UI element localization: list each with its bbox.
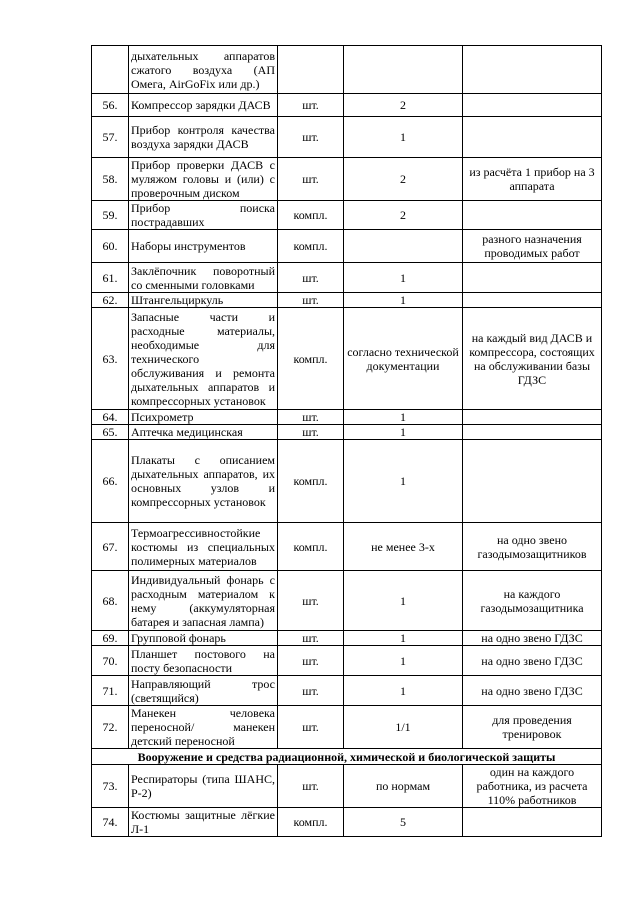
table-row: [92, 571, 602, 631]
table-row: [92, 440, 602, 523]
unit-of-measure: шт.: [278, 646, 344, 676]
unit-of-measure: шт.: [278, 765, 344, 808]
table-row: [92, 765, 602, 808]
table-row: [92, 706, 602, 749]
quantity: [344, 230, 463, 263]
quantity: 1: [344, 631, 463, 646]
note: на одно звено ГДЗС: [463, 631, 602, 646]
row-number: 72.: [92, 706, 129, 749]
item-name: Индивидуальный фонарь с расходным материалом к нему (аккумуляторная батарея и запасная лампа): [129, 571, 278, 631]
note: [463, 117, 602, 158]
quantity: 2: [344, 201, 463, 230]
row-number: 74.: [92, 808, 129, 837]
table-row: [92, 646, 602, 676]
unit-of-measure: шт.: [278, 571, 344, 631]
note: на каждый вид ДАСВ и компрессора, состоящих на обслуживании базы ГДЗС: [463, 308, 602, 410]
note: [463, 293, 602, 308]
note: [463, 263, 602, 293]
note: [463, 201, 602, 230]
equipment-table-body: [92, 46, 602, 837]
unit-of-measure: шт.: [278, 425, 344, 440]
unit-of-measure: компл.: [278, 201, 344, 230]
item-name: Компрессор зарядки ДАСВ: [129, 94, 278, 117]
note: один на каждого работника, из расчета 110% работников: [463, 765, 602, 808]
row-number: 67.: [92, 523, 129, 571]
table-row: [92, 676, 602, 706]
quantity: 1: [344, 117, 463, 158]
note: [463, 410, 602, 425]
unit-of-measure: шт.: [278, 410, 344, 425]
item-name: дыхательных аппаратов сжатого воздуха (АП Омега, AirGoFix или др.): [129, 46, 278, 94]
row-number: 71.: [92, 676, 129, 706]
row-number: 59.: [92, 201, 129, 230]
row-number: 60.: [92, 230, 129, 263]
unit-of-measure: шт.: [278, 117, 344, 158]
row-number: 68.: [92, 571, 129, 631]
item-name: Термоагрессивностойкие костюмы из специальных полимерных материалов: [129, 523, 278, 571]
table-row: [92, 263, 602, 293]
row-number: [92, 46, 129, 94]
item-name: Плакаты с описанием дыхательных аппаратов, их основных узлов и компрессорных установок: [129, 440, 278, 523]
item-name: Прибор проверки ДАСВ с муляжом головы и (или) с проверочным диском: [129, 158, 278, 201]
table-row: [92, 308, 602, 410]
unit-of-measure: шт.: [278, 158, 344, 201]
note: для проведения тренировок: [463, 706, 602, 749]
row-number: 65.: [92, 425, 129, 440]
unit-of-measure: шт.: [278, 676, 344, 706]
quantity: по нормам: [344, 765, 463, 808]
row-number: 66.: [92, 440, 129, 523]
section-title: Вооружение и средства радиационной, химической и биологической защиты: [92, 749, 602, 765]
section-header-row: [92, 749, 602, 765]
quantity: [344, 46, 463, 94]
note: [463, 425, 602, 440]
unit-of-measure: компл.: [278, 440, 344, 523]
item-name: Направляющий трос (светящийся): [129, 676, 278, 706]
note: на одно звено ГДЗС: [463, 646, 602, 676]
unit-of-measure: компл.: [278, 230, 344, 263]
quantity: 1: [344, 410, 463, 425]
quantity: 1: [344, 676, 463, 706]
equipment-table: [91, 45, 602, 837]
quantity: 1: [344, 425, 463, 440]
unit-of-measure: шт.: [278, 631, 344, 646]
note: на одно звено ГДЗС: [463, 676, 602, 706]
note: [463, 808, 602, 837]
table-row: [92, 410, 602, 425]
item-name: Манекен человека переносной/ манекен детский переносной: [129, 706, 278, 749]
unit-of-measure: компл.: [278, 808, 344, 837]
row-number: 69.: [92, 631, 129, 646]
quantity: 1/1: [344, 706, 463, 749]
table-row: [92, 631, 602, 646]
item-name: Респираторы (типа ШАНС, Р-2): [129, 765, 278, 808]
table-row: [92, 808, 602, 837]
table-row: [92, 293, 602, 308]
note: на одно звено газодымозащитников: [463, 523, 602, 571]
quantity: 1: [344, 293, 463, 308]
table-row: [92, 523, 602, 571]
unit-of-measure: компл.: [278, 308, 344, 410]
unit-of-measure: шт.: [278, 293, 344, 308]
item-name: Психрометр: [129, 410, 278, 425]
unit-of-measure: шт.: [278, 706, 344, 749]
note: на каждого газодымозащитника: [463, 571, 602, 631]
item-name: Костюмы защитные лёгкие Л-1: [129, 808, 278, 837]
item-name: Прибор контроля качества воздуха зарядки ДАСВ: [129, 117, 278, 158]
row-number: 56.: [92, 94, 129, 117]
table-row: [92, 201, 602, 230]
row-number: 57.: [92, 117, 129, 158]
note: разного назначения проводимых работ: [463, 230, 602, 263]
table-row: [92, 158, 602, 201]
quantity: 1: [344, 646, 463, 676]
row-number: 70.: [92, 646, 129, 676]
quantity: согласно технической документации: [344, 308, 463, 410]
item-name: Прибор поиска пострадавших: [129, 201, 278, 230]
table-row: [92, 230, 602, 263]
quantity: 1: [344, 263, 463, 293]
unit-of-measure: [278, 46, 344, 94]
item-name: Групповой фонарь: [129, 631, 278, 646]
unit-of-measure: шт.: [278, 263, 344, 293]
quantity: 1: [344, 440, 463, 523]
quantity: 2: [344, 158, 463, 201]
item-name: Аптечка медицинская: [129, 425, 278, 440]
quantity: 1: [344, 571, 463, 631]
row-number: 58.: [92, 158, 129, 201]
row-number: 64.: [92, 410, 129, 425]
table-row: [92, 117, 602, 158]
item-name: Заклёпочник поворотный со сменными головками: [129, 263, 278, 293]
row-number: 63.: [92, 308, 129, 410]
row-number: 62.: [92, 293, 129, 308]
item-name: Планшет постового на посту безопасности: [129, 646, 278, 676]
item-name: Штангельциркуль: [129, 293, 278, 308]
row-number: 73.: [92, 765, 129, 808]
row-number: 61.: [92, 263, 129, 293]
unit-of-measure: шт.: [278, 94, 344, 117]
note: [463, 46, 602, 94]
note: [463, 94, 602, 117]
quantity: не менее 3-х: [344, 523, 463, 571]
item-name: Наборы инструментов: [129, 230, 278, 263]
quantity: 5: [344, 808, 463, 837]
table-row: [92, 94, 602, 117]
table-row: [92, 425, 602, 440]
quantity: 2: [344, 94, 463, 117]
note: [463, 440, 602, 523]
note: из расчёта 1 прибор на 3 аппарата: [463, 158, 602, 201]
unit-of-measure: компл.: [278, 523, 344, 571]
table-row: [92, 46, 602, 94]
item-name: Запасные части и расходные материалы, необходимые для технического обслуживания и ремонта дыхательных аппаратов и компрессорных установок: [129, 308, 278, 410]
